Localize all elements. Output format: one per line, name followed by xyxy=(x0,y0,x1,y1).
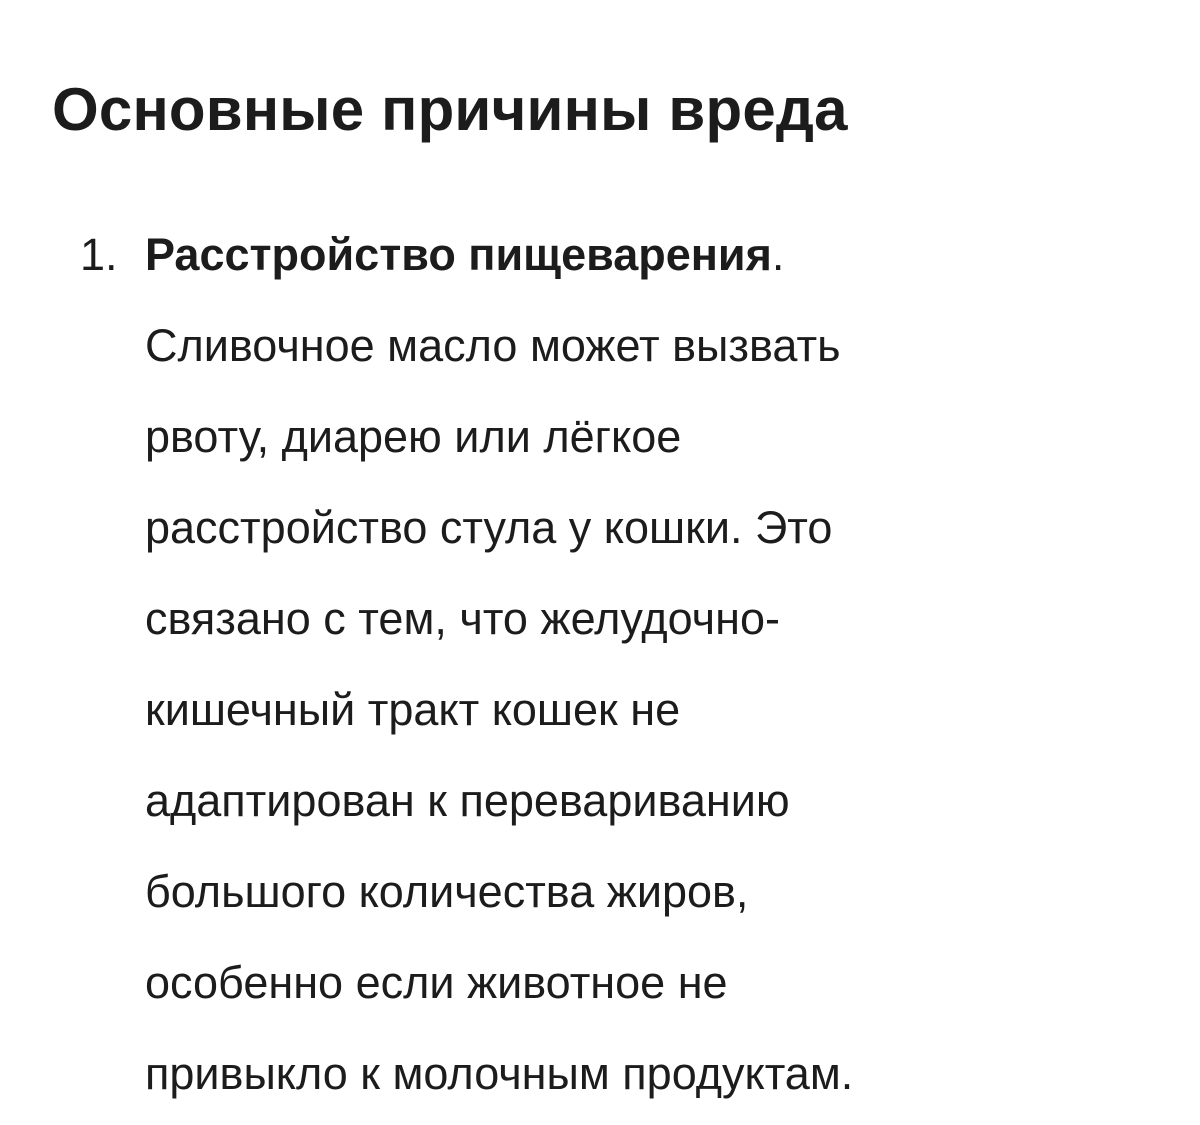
paragraph-line: кишечный тракт кошек не xyxy=(145,684,681,735)
paragraph-line: особенно если животное не xyxy=(145,957,728,1008)
list-item-body xyxy=(145,209,1185,1119)
paragraph-line: расстройство стула у кошки. Это xyxy=(145,502,833,553)
paragraph-line: связано с тем, что желудочно- xyxy=(145,593,780,644)
section-heading: Основные причины вреда xyxy=(52,76,848,143)
list-item-title: Расстройство пищеварения xyxy=(145,229,772,280)
paragraph-line: привыкло к молочным продуктам. xyxy=(145,1048,854,1099)
paragraph-line: рвоту, диарею или лёгкое xyxy=(145,411,682,462)
paragraph-line: адаптирован к перевариванию xyxy=(145,775,790,826)
paragraph-line: Сливочное масло может вызвать xyxy=(145,320,841,371)
list-item-title-line xyxy=(145,209,1185,300)
paragraph-line: большого количества жиров, xyxy=(145,866,749,917)
list-item-number: 1. xyxy=(80,229,118,280)
list-item-title-period: . xyxy=(771,229,785,280)
